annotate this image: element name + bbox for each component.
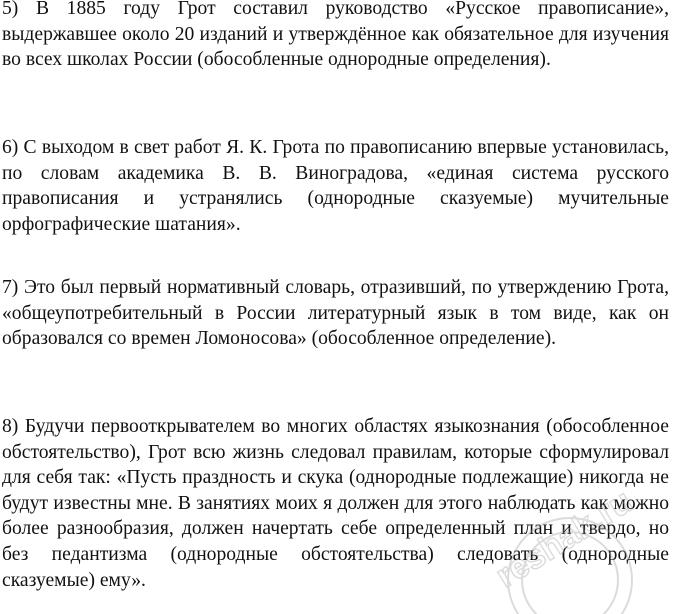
paragraph-5: 5) В 1885 году Грот составил руководство «Русское правописание», выдержавшее около 20 изданий и утверждённое как обязательное для изучения во всех школах России (обособленные однородные определения). (2, 0, 669, 71)
watermark-text: reshak.ru (489, 481, 640, 596)
paragraph-7: 7) Это был первый нормативный словарь, отразивший, по утверждению Грота, «общеупотребительный в России литературный язык в том виде, как он образовался со времен Ломоносова» (обособленное определение). (2, 277, 669, 350)
paragraph-6: 6) С выходом в свет работ Я. К. Грота по правописанию впервые установилась, по словам академика В. В. Виноградова, «единая система русского правописания и устранялись (однородные сказуемые) мучительные орфографические шатания». (2, 137, 669, 235)
paragraph-8: 8) Будучи первооткрывателем во многих областях языкознания (обособленное обстоятельство), Грот всю жизнь следовал правилам, которые сформулировал для себя так: «Пусть праздность и скука (однородные подлежащие) никогда не будут известны мне. В занятиях моих я должен для этого наблюдать как можно более разнообразия, должен начертать себе определенный план и твердо, но без педантизма (однородные обстоятельства) следовать (однородные сказуемые) ему». (2, 416, 669, 591)
